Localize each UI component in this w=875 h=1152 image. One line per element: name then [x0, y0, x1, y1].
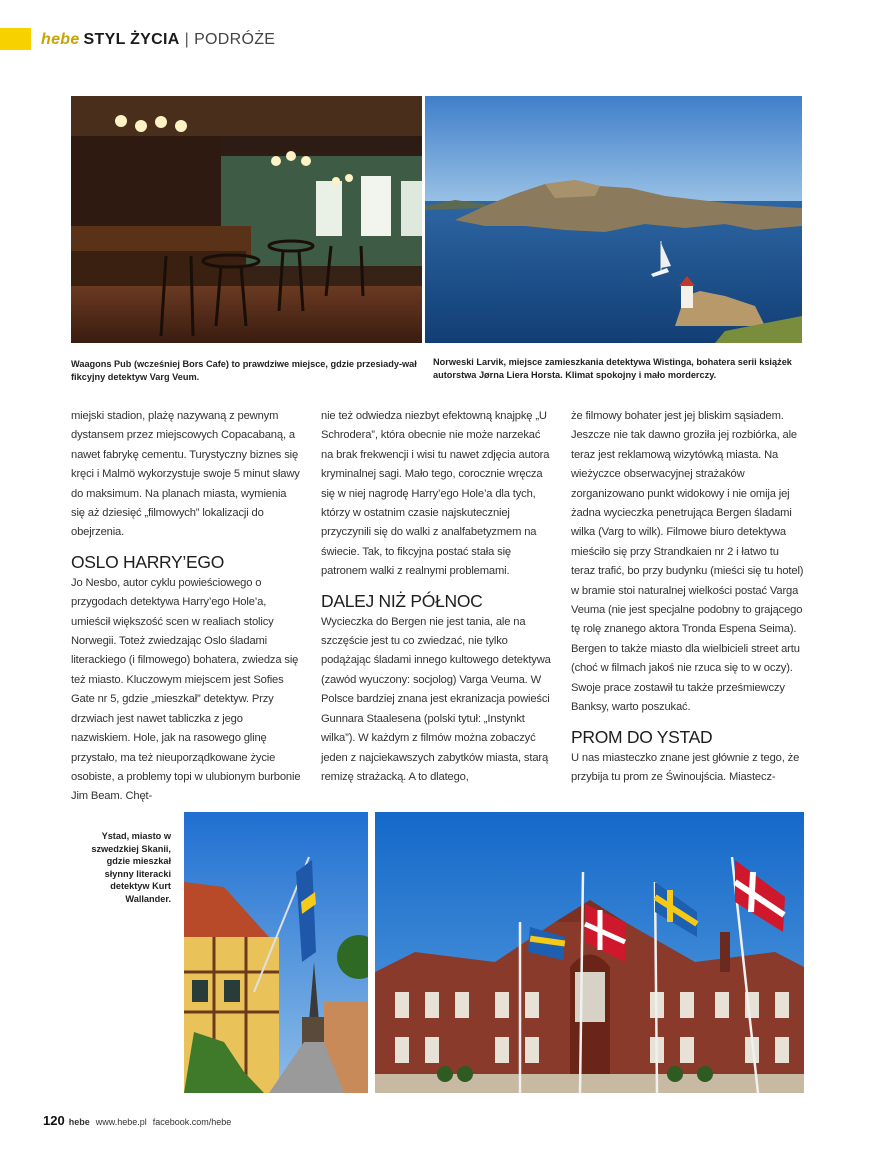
- section-header: [41, 31, 275, 49]
- footer-website-link[interactable]: www.hebe.pl: [95, 1117, 147, 1127]
- column3-paragraph-1: że filmowy bohater jest jej bliskim sąsiadem. Jeszcze nie tak dawno groziła jej rozbiórka, ale teraz jest reklamową wizytówką miasta. Na wieżyczce obserwacyjnej strażaków zorganizowano punkt widokowy i nie omija jej żadna wycieczka penetrująca Bergen śladami wilka (Varg to wilk). Filmowe biuro detektywa mieściło się przy Strandkaien nr 2 i łatwo tu teraz trafić, bo przy budynku (mieści się tu hotel) w bramie stoi naturalnej wielkości postać Varga Veuma (nie jest specjalne podobny to grającego tę rolę znanego aktora Tronda Espena Seima). Bergen to także miasto dla wielbicieli street artu (choć w filmach jakoś nie rzuca się to w oczy). Swoje prace zostawił tu także prześmiewczy Banksy, warto poszukać.: [571, 410, 804, 714]
- article-column-3: [571, 407, 804, 787]
- larvik-coast-photo: [425, 96, 802, 343]
- column2-paragraph-2: Wycieczka do Bergen nie jest tania, ale na szczęście jest tu co zwiedzać, nie tylko podążając śladami innego kultowego detektywa (zawód wyuczony: socjolog) Varga Veuma. W Polsce bardziej znana jest ekranizacja powieści Gunnara Staalesena (polski tytuł: „Instynkt wilka”). W każdym z filmów można zobaczyć jeden z najciekawszych zabytków miasta, starą remizę strażacką. A to dlatego,: [321, 615, 551, 783]
- pub-photo-caption: Waagons Pub (wcześniej Bors Cafe) to prawdziwe miejsce, gdzie przesiady-wał fikcyjny detektyw Varg Veum.: [71, 359, 417, 382]
- larvik-photo-caption: Norweski Larvik, miejsce zamieszkania detektywa Wistinga, bohatera serii książek autorstwa Jørna Liera Horsta. Klimat spokojny i mało morderczy.: [433, 357, 792, 380]
- heading-bergen: DALEJ NIŻ PÓŁNOC: [321, 590, 483, 611]
- pub-interior-photo: [71, 96, 422, 343]
- header-separator: |: [184, 31, 190, 48]
- footer-facebook-link[interactable]: facebook.com/hebe: [152, 1117, 232, 1127]
- yellow-accent-tab: [0, 28, 31, 50]
- column1-paragraph-2: Jo Nesbo, autor cyklu powieściowego o przygodach detektywa Harry’ego Hole’a, umieścił większość scen w realiach stolicy Norwegii. Toteż zwiedzając Oslo śladami literackiego (i filmowego) bohatera, zwiedza się też miasto. Kluczowym miejscem jest Sofies Gate nr 5, gdzie „mieszkał” detektyw. Przy drzwiach jest nawet tabliczka z jego nazwiskiem. Hole, jak na rasowego glinę przystało, ma też nieuporządkowane życie osobiste, a problemy topi w ulubionym burbonie Jim Beam. Chęt-: [71, 576, 301, 803]
- page-number: 120: [43, 1113, 65, 1128]
- brand-logo: hebe: [41, 31, 80, 48]
- column2-paragraph-1: nie też odwiedza niezbyt efektowną knajpkę „U Schrodera”, która obecnie nie może narzekać na brak frekwencji i wisi tu nawet zdjęcia autora kryminalnej sagi. Mało tego, corocznie wręcza się w niej nagrodę Harry’ego Hole’a dla tych, którzy w ostatnim czasie najskuteczniej przyczynili się do walki z analfabetyzmem na świecie. Tak, to fikcyjna postać stała się patronem walki z realnymi problemami.: [321, 410, 550, 578]
- ystad-station-flags-photo: [375, 812, 804, 1093]
- article-column-2: [321, 407, 552, 787]
- article-column-1: [71, 407, 303, 807]
- ystad-street-photo: [184, 812, 368, 1093]
- column1-paragraph-1: miejski stadion, plażę nazywaną z pewnym dystansem przez miejscowych Copacabaną, a nawet fabrykę cementu. Turystyczny biznes się kręci i Malmö wykorzystuje swoje 5 minut sławy do maksimum. Na planach miasta, wymienia się aż dziesięć „filmowych” lokalizacji do obejrzenia.: [71, 410, 300, 539]
- heading-oslo: OSLO HARRY’EGO: [71, 551, 225, 572]
- page-footer: [43, 1113, 231, 1128]
- heading-ystad: PROM DO YSTAD: [571, 726, 713, 747]
- column3-paragraph-2: U nas miasteczko znane jest głównie z tego, że przybija tu prom ze Świnoujścia. Miastecz-: [571, 751, 800, 783]
- subsection-title: PODRÓŻE: [194, 31, 276, 48]
- ystad-photo-caption: Ystad, miasto w szwedzkiej Skanii, gdzie mieszkał słynny literacki detektyw Kurt Wallander.: [91, 831, 171, 904]
- footer-brand: hebe: [68, 1117, 90, 1127]
- section-title: STYL ŻYCIA: [83, 31, 180, 48]
